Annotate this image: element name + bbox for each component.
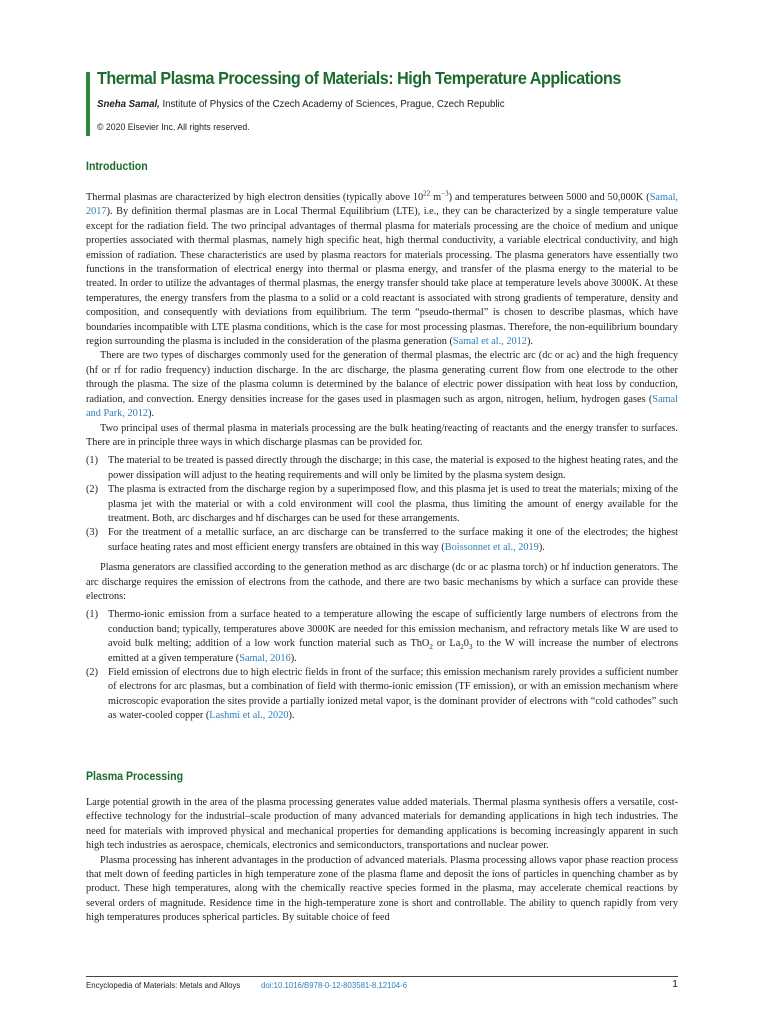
author-affiliation: Institute of Physics of the Czech Academy of Sciences, Prague, Czech Republic	[159, 98, 505, 110]
section-heading-introduction: Introduction	[86, 161, 148, 173]
list-item: (2) The plasma is extracted from the discharge region by a superimposed flow, and this plasma jet is used to treat the materials; mixing of the plasma jet with the material or with a cold environment will cool the plasma, thus limiting the amount of energy available for the treatment. Both, arc discharges and hf discharges can be used for these arrangements.	[86, 484, 678, 524]
paragraph: Thermal plasmas are characterized by high electron densities (typically above $10^{22}$ $m^{-3}$) and temperatures between 5000 and 50,000K (Samal, 2017). By definition thermal plasmas are in Local Thermal Equilibrium (LTE), i.e., they can be characterized by a single temperature value except for the radiation field. The two principal advantages of thermal plasma for materials processing are the choice of medium and unique properties associated with thermal plasmas, namely high specific heat, high thermal conductivity, a variable electrical conductivity, and high emission of radiation. These characteristics are used by plasma reactors for materials processing. The plasma generators have essentially two functions in the transformation of electrical energy into thermal or plasma energy, and transfer of the plasma energy to the material to be treated. In order to utilize the advantages of thermal plasmas, the energy transfer should take place at temperature levels above 3000K. At these temperatures, the energy transfers from the plasma to a solid or a cold reactant is associated with strong gradients of temperature, density and composition, and consequently with deviations from equilibrium. The term “pseudo-thermal” is chosen to describe plasmas, which have boundaries incompatible with LTE plasma conditions, which is the case for most processing plasmas. Therefore, the non-equilibrium boundary region surrounding the plasma is included in the consideration of the plasma generation (Samal et al., 2012).	[86, 189, 678, 348]
citation-link[interactable]: Samal and Park, 2012	[86, 393, 678, 420]
citation-link[interactable]: Lashmi et al., 2020	[209, 710, 289, 722]
page-number: 1	[672, 978, 678, 990]
paragraph: Two principal uses of thermal plasma in materials processing are the bulk heating/reacting of reactants and the energy transfer to surfaces. There are in principle three ways in which discharge plasmas can be provided for.	[86, 422, 678, 448]
plasma-processing-body	[86, 796, 678, 926]
introduction-body	[86, 191, 678, 730]
paragraph: Large potential growth in the area of the plasma processing generates value added materials. Thermal plasma synthesis offers a versatile, cost-effective technology for the industrial–scale production of many advanced materials for demanding applications in high tech industries. The need for materials with improved physical and mechanical properties for demanding applications is becoming increasingly apparent in such high tech industries as aerospace, chemicals, electronics and semiconductors, transportations and nuclear power.	[86, 797, 678, 852]
list-item: (2) Field emission of electrons due to high electric fields in front of the surface; this emission mechanism rarely provides a sufficient number of electrons for arc plasmas, but a combination of field with thermo-ionic emission (TF emission), or with an emission mechanism where microscopic evaporation the sites provide a partially ionized metal vapor, is the dominant provider of electrons with “cold cathodes” such as water-cooled copper (Lashmi et al., 2020).	[86, 667, 678, 722]
page-footer	[86, 976, 678, 991]
numbered-list	[86, 454, 678, 555]
list-item: (3) For the treatment of a metallic surface, an arc discharge can be transferred to the surface making it one of the electrodes; the highest surface heating rates and most efficient energy transfers are obtained in this way (Boissonnet et al., 2019).	[86, 527, 678, 553]
doi-link[interactable]: doi:10.1016/B978-0-12-803581-8.12104-6	[261, 980, 408, 990]
citation-link[interactable]: Boissonnet et al., 2019	[444, 541, 539, 553]
author-line	[97, 98, 505, 110]
citation-link[interactable]: Samal, 2016	[239, 652, 291, 664]
list-item: (1) Thermo-ionic emission from a surface heated to a temperature allowing the escape of sufficiently large numbers of electrons from the conduction band; typically, temperatures above 3000K are needed for this emission mechanism, and refractory metals like W are used to avoid bulk melting; addition of a low work function material such as ThO$_2$ or $La_20_3$ to the W will increase the number of electrons emitted at a given temperature (Samal, 2016).	[86, 609, 679, 664]
section-heading-plasma-processing: Plasma Processing	[86, 771, 184, 783]
author-name: Sneha Samal,	[97, 98, 160, 110]
citation-link[interactable]: Samal et al., 2012	[452, 336, 527, 348]
header-accent-bar	[86, 72, 90, 136]
article-title: Thermal Plasma Processing of Materials: High Temperature Applications	[97, 68, 621, 88]
paragraph: Plasma processing has inherent advantages in the production of advanced materials. Plasma processing allows vapor phase reaction process that melt down of feeding particles in high temperature zone of the plasma flame and deposit the ions of particles in quenching chamber as by product. These high temperatures, along with the chemically reactive species formed in the plasma, may accelerate chemical reactions by several orders of magnitude. Residence time in the high-temperature zone is short and controllable. The ability to quench rapidly from very high temperatures produces spherical particles. By suitable choice of feed	[86, 854, 678, 924]
list-item: (1) The material to be treated is passed directly through the discharge; in this case, the material is exposed to the highest heating rates, and the power dissipation will adjust to the heating requirements and will only be limited by the plasma system design.	[86, 455, 678, 481]
copyright-text: 2020 Elsevier Inc. All rights reserved.	[103, 122, 250, 133]
paragraph: There are two types of discharges commonly used for the generation of thermal plasmas, the electric arc (dc or ac) and the high frequency (hf or rf for radio frequency) induction discharge. In the arc discharge, the plasma generating current flow from one electrode to the other through the plasma. The size of the plasma column is determined by the balance of electric power dissipation with heat loss by conduction, radiation, and convection. Energy densities increase for the gases used in plasmagen such as argon, nitrogen, helium, hydrogen gases (Samal and Park, 2012).	[86, 350, 678, 420]
paragraph: Plasma generators are classified according to the generation method as arc discharge (dc or ac plasma torch) or hf induction generators. The arc discharge requires the emission of electrons from the cathode, and there are two basic mechanisms by which a surface can provide these electrons:	[86, 562, 678, 602]
copyright-line	[97, 122, 250, 133]
copyright-icon: ©	[97, 122, 104, 133]
journal-name: Encyclopedia of Materials: Metals and Alloys	[86, 980, 241, 990]
citation-link[interactable]: Samal, 2017	[86, 192, 678, 218]
numbered-list	[86, 608, 678, 723]
